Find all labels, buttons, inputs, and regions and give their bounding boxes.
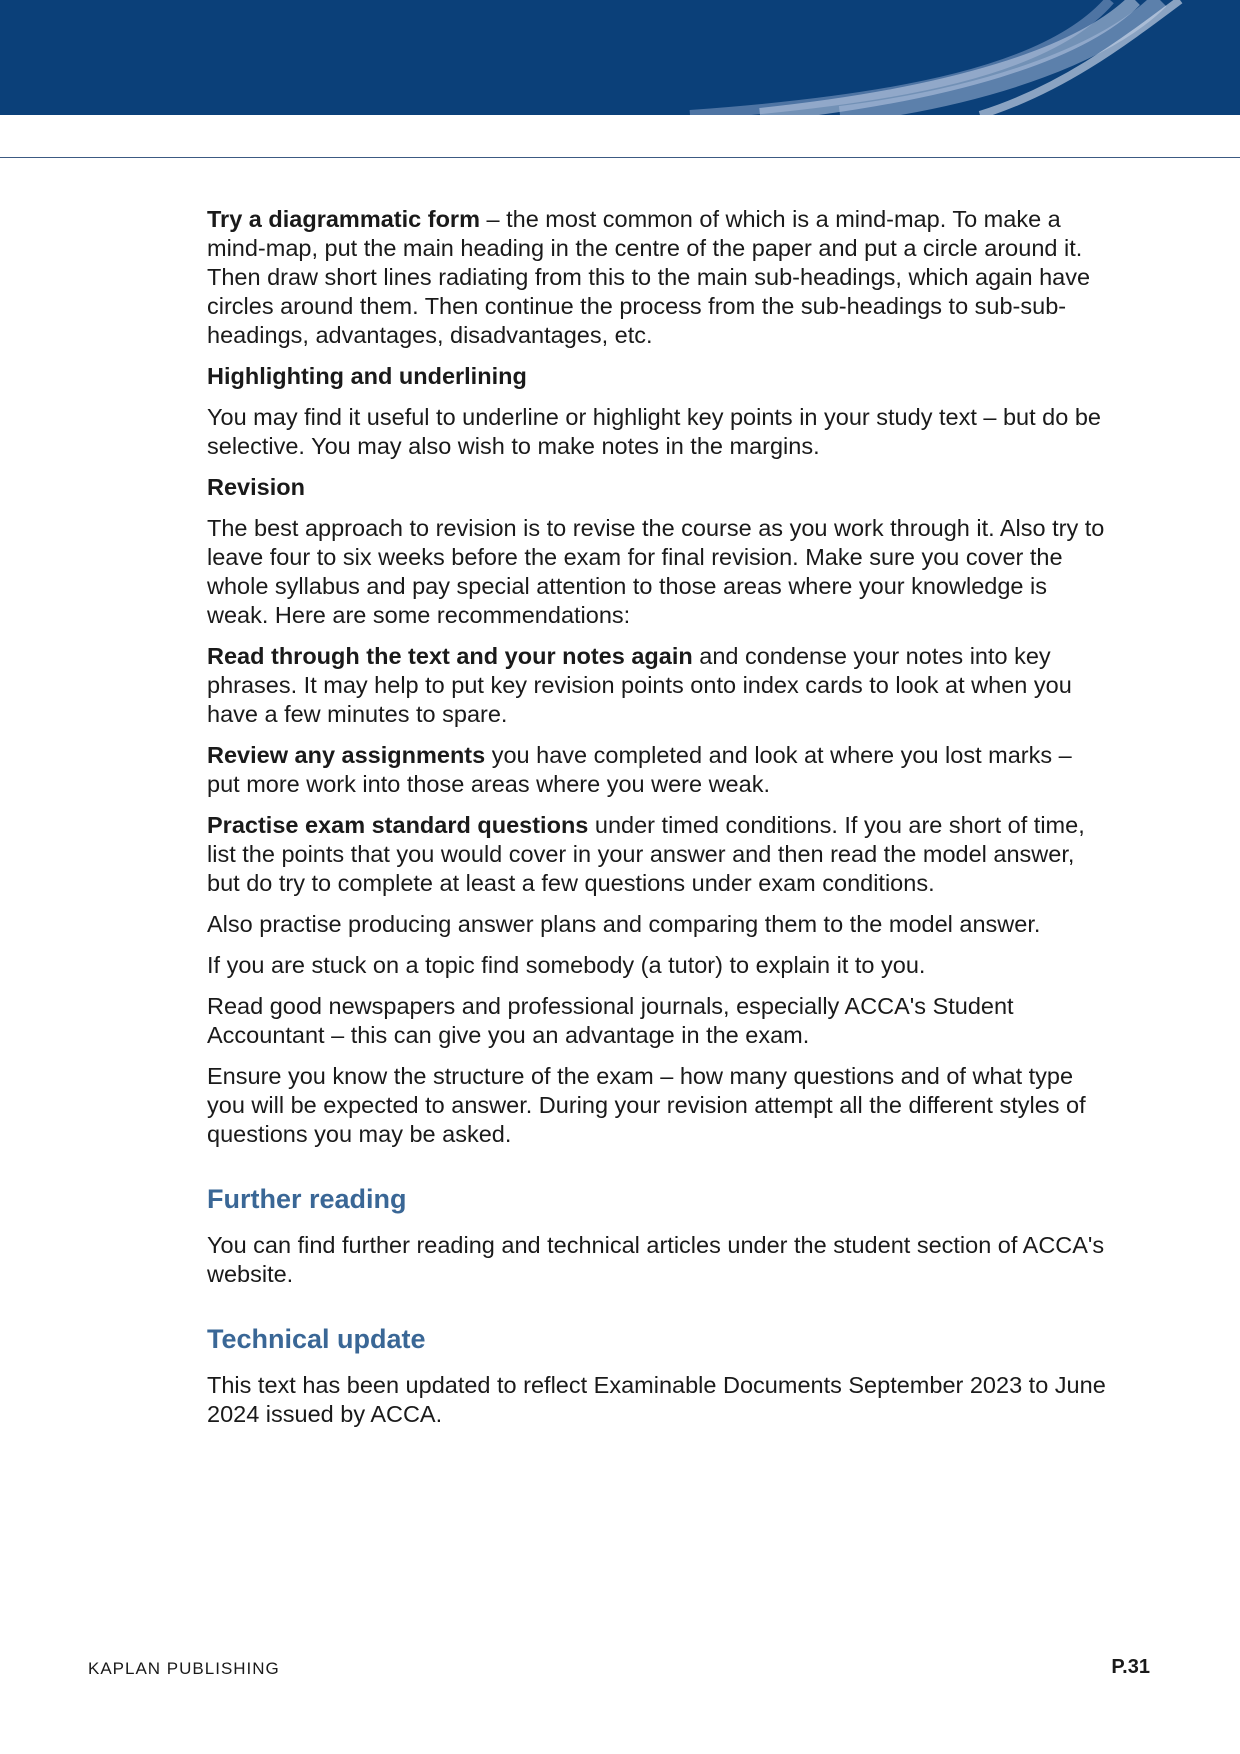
paragraph-newspapers: Read good newspapers and professional journals, especially ACCA's Student Accountant – this can give you an advantage in the exam.	[207, 993, 1014, 1048]
heading-revision: Revision	[207, 474, 305, 500]
header-rule	[0, 157, 1240, 158]
lead-phrase: Review any assignments	[207, 742, 486, 768]
header-band	[0, 0, 1240, 115]
paragraph-technical-update: This text has been updated to reflect Examinable Documents September 2023 to June 2024 issued by ACCA.	[207, 1372, 1106, 1427]
paragraph-further-reading: You can find further reading and technical articles under the student section of ACCA's website.	[207, 1232, 1105, 1287]
lead-phrase: Read through the text and your notes again	[207, 643, 693, 669]
paragraph-exam-structure: Ensure you know the structure of the exam – how many questions and of what type you will be expected to answer. During your revision attempt all the different styles of questions you may be asked.	[207, 1063, 1086, 1147]
paragraph-text: you have completed and look at where you lost marks – put more work into those areas where you were weak.	[207, 742, 1072, 797]
paragraph-text: under timed conditions. If you are short of time, list the points that you would cover in your answer and then read the model answer, but do try to complete at least a few questions under exam conditions.	[207, 812, 1085, 896]
paragraph-highlighting: You may find it useful to underline or highlight key points in your study text – but do be selective. You may also wish to make notes in the margins.	[207, 404, 1101, 459]
lead-phrase: Practise exam standard questions	[207, 812, 589, 838]
heading-technical-update: Technical update	[207, 1324, 426, 1354]
paragraph-read-through	[207, 642, 1107, 729]
paragraph-answer-plans: Also practise producing answer plans and comparing them to the model answer.	[207, 911, 1041, 937]
heading-further-reading: Further reading	[207, 1184, 407, 1214]
paragraph-review-assignments	[207, 741, 1107, 799]
heading-highlighting: Highlighting and underlining	[207, 363, 527, 389]
paragraph-tutor: If you are stuck on a topic find somebody (a tutor) to explain it to you.	[207, 952, 926, 978]
paragraph-text: and condense your notes into key phrases. It may help to put key revision points onto index cards to look at when you have a few minutes to spare.	[207, 643, 1072, 727]
paragraph-diagrammatic-form	[207, 205, 1107, 350]
paragraph-practise-questions	[207, 811, 1107, 898]
header-swoosh-graphic	[0, 0, 1240, 115]
page-body	[207, 205, 1107, 1441]
footer-page-number: P.31	[1111, 1656, 1150, 1678]
paragraph-text: – the most common of which is a mind-map. To make a mind-map, put the main heading in the centre of the paper and put a circle around it. Then draw short lines radiating from this to the main sub-headings, which again have circles around them. Then continue the process from the sub-headings to sub-sub-headings, advantages, disadvantages, etc.	[207, 206, 1091, 348]
lead-phrase: Try a diagrammatic form	[207, 206, 480, 232]
paragraph-revision-intro: The best approach to revision is to revise the course as you work through it. Also try to leave four to six weeks before the exam for final revision. Make sure you cover the whole syllabus and pay special attention to those areas where your knowledge is weak. Here are some recommendations:	[207, 515, 1105, 628]
footer-publisher: KAPLAN PUBLISHING	[88, 1659, 280, 1678]
